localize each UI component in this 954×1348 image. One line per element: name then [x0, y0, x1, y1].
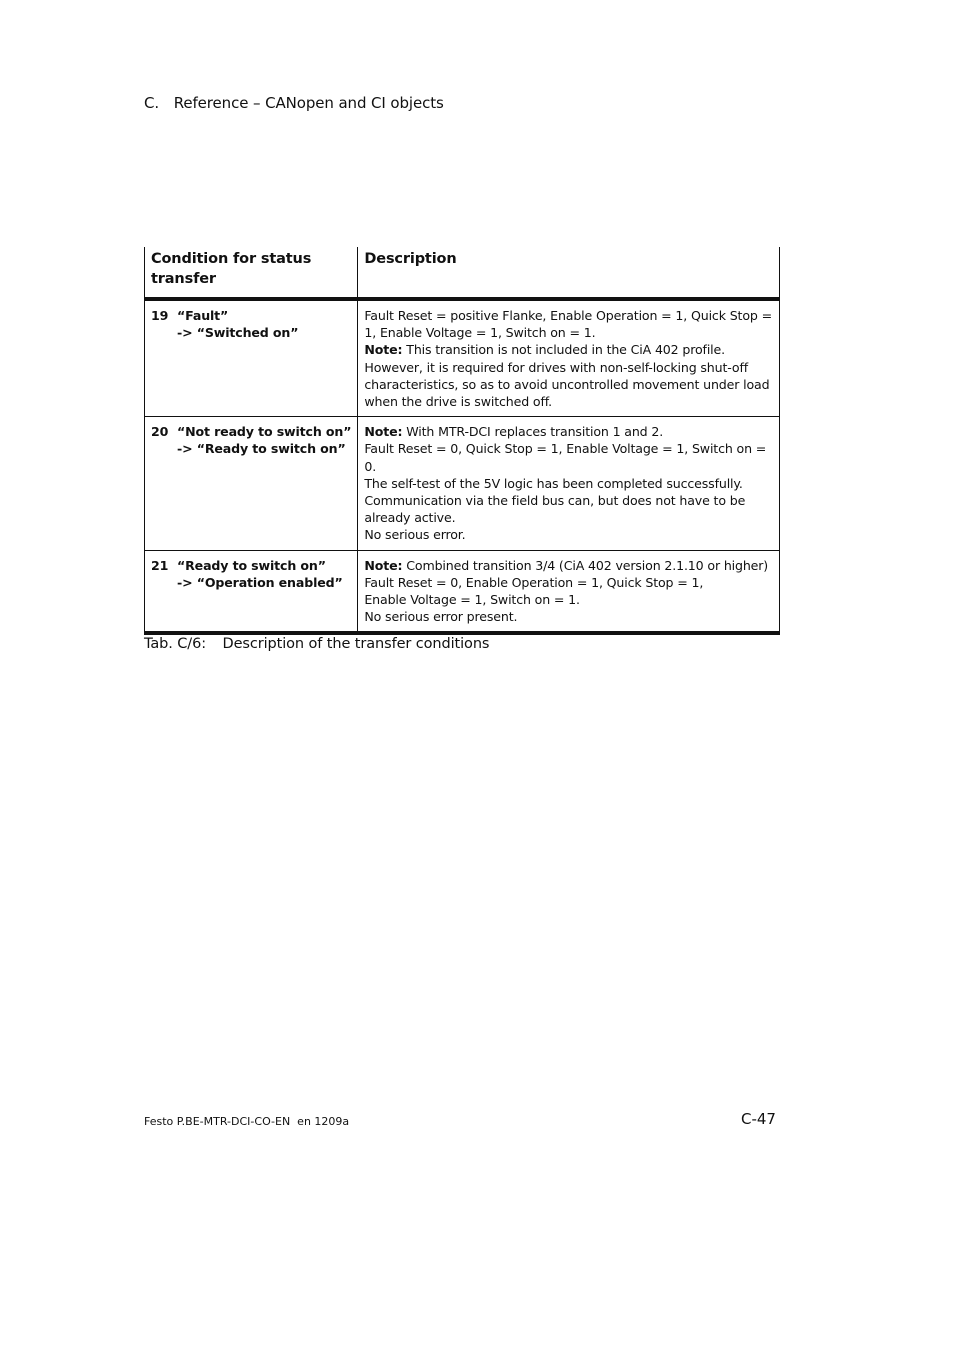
- row-number: 21: [151, 557, 169, 573]
- state-to: -> “Switched on”: [177, 325, 299, 341]
- note-label: Note:: [364, 342, 403, 358]
- description-line: The self-test of the 5V logic has been completed successfully. Communication via the field bus can, but does not have to be already active.: [364, 475, 746, 526]
- description-cell: [358, 417, 780, 550]
- table-header-row: [145, 247, 780, 299]
- description-line: Enable Voltage = 1, Switch on = 1.: [364, 592, 580, 608]
- footer-doc-id: Festo P.BE-MTR-DCI-CO-EN en 1209a: [144, 1115, 350, 1128]
- description-cell: [358, 550, 780, 633]
- caption-text: Description of the transfer conditions: [222, 636, 490, 652]
- description-cell: [358, 299, 780, 417]
- state-to: -> “Ready to switch on”: [177, 441, 346, 457]
- description-line: Fault Reset = positive Flanke, Enable Operation = 1, Quick Stop = 1, Enable Voltage = 1, Switch on = 1.: [364, 308, 772, 341]
- row-number: 20: [151, 424, 169, 440]
- description-line: Fault Reset = 0, Quick Stop = 1, Enable Voltage = 1, Switch on = 0.: [364, 441, 767, 474]
- chapter-title: Reference – CANopen and CI objects: [173, 94, 444, 112]
- transfer-conditions-table: [144, 247, 780, 635]
- running-header: [144, 94, 444, 112]
- description-line: Note: With MTR-DCI replaces transition 1 and 2.: [364, 424, 664, 440]
- header-condition: Condition for status transfer: [145, 247, 358, 299]
- note-label: Note:: [364, 424, 403, 440]
- description-line: Fault Reset = 0, Enable Operation = 1, Quick Stop = 1,: [364, 574, 704, 590]
- description-line: No serious error.: [364, 527, 466, 543]
- condition-cell: [145, 299, 358, 417]
- table-row: [145, 417, 780, 550]
- caption-id: Tab. C/6:: [144, 636, 206, 652]
- note-label: Note:: [364, 557, 403, 573]
- state-from: “Not ready to switch on”: [177, 424, 352, 440]
- condition-cell: [145, 417, 358, 550]
- page-number: C-47: [741, 1110, 776, 1128]
- description-line: No serious error present.: [364, 609, 518, 625]
- description-line: Note: Combined transition 3/4 (CiA 402 version 2.1.10 or higher): [364, 557, 769, 573]
- state-from: “Ready to switch on”: [177, 557, 326, 573]
- table-row: [145, 550, 780, 633]
- description-line: Note: This transition is not included in the CiA 402 profile. However, it is required for drives with non-self-locking shut-off characteristics, so as to avoid uncontrolled movement under load when the drive is switched off.: [364, 342, 770, 410]
- chapter-number: C.: [144, 94, 160, 112]
- table-row: [145, 299, 780, 417]
- row-number: 19: [151, 308, 169, 323]
- header-description: Description: [358, 247, 780, 299]
- condition-cell: [145, 550, 358, 633]
- table-caption: [144, 636, 489, 652]
- state-from: “Fault”: [177, 308, 229, 323]
- state-to: -> “Operation enabled”: [177, 574, 343, 590]
